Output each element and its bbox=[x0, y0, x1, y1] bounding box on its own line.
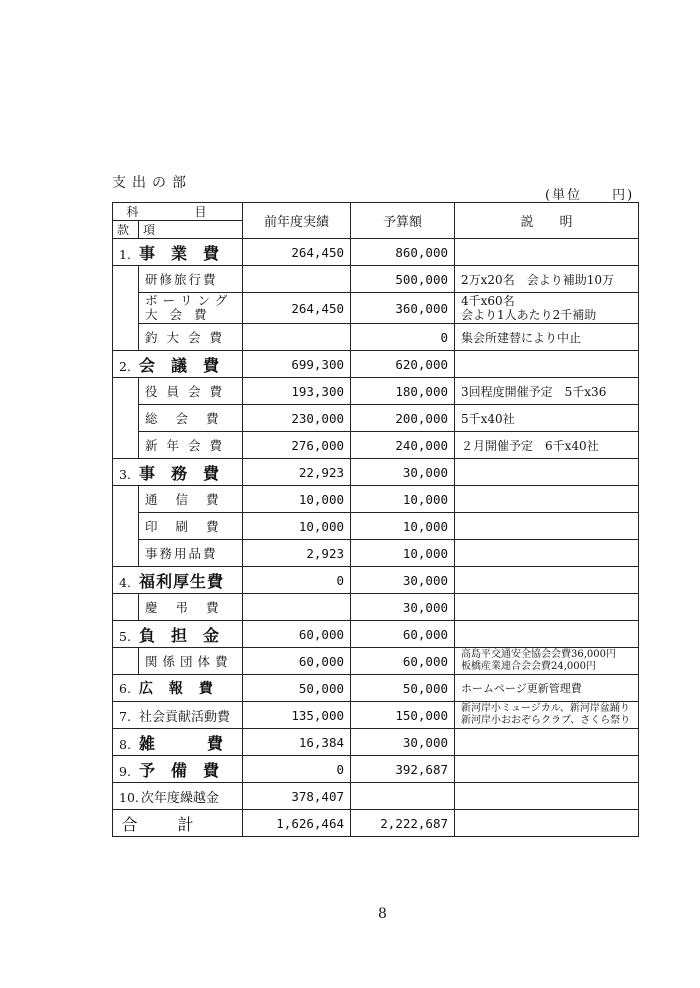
description-line2: 会より1人あたり2千補助 bbox=[461, 308, 597, 322]
row-number: 5. bbox=[119, 628, 131, 644]
category-label: 雑費 bbox=[138, 733, 275, 753]
description: ２月開催予定 6千x40社 bbox=[455, 432, 639, 459]
item-label: 印刷費 bbox=[139, 513, 243, 540]
prev-value: 50,000 bbox=[243, 675, 351, 702]
row-number: 4. bbox=[119, 574, 131, 590]
indent-cell bbox=[113, 486, 139, 567]
total-description bbox=[455, 810, 639, 837]
prev-value: 264,450 bbox=[243, 239, 351, 266]
table-row bbox=[113, 675, 639, 702]
item-label: 関係団体費 bbox=[139, 648, 243, 675]
budget-value: 500,000 bbox=[351, 266, 455, 293]
section-title: 支出の部 bbox=[112, 175, 192, 191]
category-label: 事業費 bbox=[138, 243, 235, 263]
description bbox=[455, 513, 639, 540]
header-row-1 bbox=[113, 203, 639, 221]
description: 2万x20名 会より補助10万 bbox=[455, 266, 639, 293]
category-label: 会議費 bbox=[138, 355, 235, 375]
budget-header: 予算額 bbox=[351, 203, 455, 239]
table-row bbox=[113, 266, 639, 293]
budget-value: 392,687 bbox=[351, 756, 455, 783]
table-row bbox=[113, 540, 639, 567]
prev-value: 230,000 bbox=[243, 405, 351, 432]
prev-value: 16,384 bbox=[243, 729, 351, 756]
page-number: 8 bbox=[378, 906, 387, 922]
description bbox=[455, 567, 639, 594]
item-label: 役員会費 bbox=[139, 378, 243, 405]
prev-value: 10,000 bbox=[243, 486, 351, 513]
row-number: 2. bbox=[119, 358, 131, 374]
budget-value: 60,000 bbox=[351, 648, 455, 675]
budget-value: 240,000 bbox=[351, 432, 455, 459]
description bbox=[455, 729, 639, 756]
description bbox=[455, 783, 639, 810]
description: 3回程度開催予定 5千x36 bbox=[455, 378, 639, 405]
table-row bbox=[113, 293, 639, 324]
total-row bbox=[113, 810, 639, 837]
table-row bbox=[113, 756, 639, 783]
table-row bbox=[113, 513, 639, 540]
budget-value: 200,000 bbox=[351, 405, 455, 432]
unit-label: (単位 円) bbox=[545, 188, 635, 203]
table-row bbox=[113, 783, 639, 810]
table-row bbox=[113, 567, 639, 594]
indent-cell bbox=[113, 648, 139, 675]
table-row bbox=[113, 702, 639, 729]
category-label: 福利厚生費 bbox=[138, 571, 224, 591]
prev-value: 0 bbox=[243, 756, 351, 783]
kou-header: 項 bbox=[139, 221, 243, 239]
description bbox=[455, 351, 639, 378]
budget-value: 60,000 bbox=[351, 621, 455, 648]
table-row bbox=[113, 324, 639, 351]
category-label: 社会貢献活動費 bbox=[138, 709, 230, 725]
table-row bbox=[113, 648, 639, 675]
category-label: 負担金 bbox=[138, 625, 235, 645]
description: 5千x40社 bbox=[455, 405, 639, 432]
description bbox=[455, 540, 639, 567]
prev-value: 2,923 bbox=[243, 540, 351, 567]
row-number: 7. bbox=[119, 708, 131, 724]
description bbox=[455, 459, 639, 486]
prev-value bbox=[243, 266, 351, 293]
category-label: 広報費 bbox=[138, 681, 229, 697]
total-label: 合計 bbox=[113, 810, 243, 837]
category-label: 予備費 bbox=[138, 760, 235, 780]
expenditure-table bbox=[112, 202, 639, 837]
budget-value: 50,000 bbox=[351, 675, 455, 702]
row-number: 9. bbox=[119, 763, 131, 779]
description-header: 説 明 bbox=[455, 203, 639, 239]
description-line2: 板橋産業連合会会費24,000円 bbox=[461, 661, 597, 672]
prev-value: 699,300 bbox=[243, 351, 351, 378]
budget-value: 620,000 bbox=[351, 351, 455, 378]
budget-value: 10,000 bbox=[351, 486, 455, 513]
item-label: 釣大会費 bbox=[139, 324, 243, 351]
prev-value: 60,000 bbox=[243, 621, 351, 648]
item-label: 新年会費 bbox=[139, 432, 243, 459]
indent-cell bbox=[113, 266, 139, 351]
item-label: 通信費 bbox=[139, 486, 243, 513]
budget-value: 10,000 bbox=[351, 540, 455, 567]
budget-value: 0 bbox=[351, 324, 455, 351]
table-row bbox=[113, 459, 639, 486]
table-row bbox=[113, 729, 639, 756]
prev-value: 135,000 bbox=[243, 702, 351, 729]
description bbox=[455, 621, 639, 648]
item-label: 総会費 bbox=[139, 405, 243, 432]
table-row bbox=[113, 432, 639, 459]
row-number: 8. bbox=[119, 736, 131, 752]
table-row bbox=[113, 486, 639, 513]
row-number: 1. bbox=[119, 246, 131, 262]
table-row bbox=[113, 621, 639, 648]
table-row bbox=[113, 351, 639, 378]
table-row bbox=[113, 594, 639, 621]
description bbox=[455, 756, 639, 783]
budget-value: 860,000 bbox=[351, 239, 455, 266]
prev-value: 193,300 bbox=[243, 378, 351, 405]
category-label: 事務費 bbox=[138, 463, 235, 483]
description-line2: 新河岸小おおぞらクラブ、さくら祭り bbox=[461, 715, 631, 726]
total-prev-value: 1,626,464 bbox=[243, 810, 351, 837]
budget-value: 150,000 bbox=[351, 702, 455, 729]
description: 集会所建替により中止 bbox=[455, 324, 639, 351]
prev-value: 22,923 bbox=[243, 459, 351, 486]
indent-cell bbox=[113, 594, 139, 621]
description-line1: 高島平交通安全協会会費36,000円 bbox=[461, 649, 617, 660]
prev-year-header: 前年度実績 bbox=[243, 203, 351, 239]
category-label: 次年度繰越金 bbox=[140, 790, 219, 806]
budget-value: 30,000 bbox=[351, 729, 455, 756]
row-number: 6. bbox=[119, 681, 131, 696]
budget-value bbox=[351, 783, 455, 810]
budget-value: 180,000 bbox=[351, 378, 455, 405]
table-row bbox=[113, 239, 639, 266]
budget-value: 30,000 bbox=[351, 459, 455, 486]
budget-value: 10,000 bbox=[351, 513, 455, 540]
item-label: 研修旅行費 bbox=[139, 266, 243, 293]
table-row bbox=[113, 405, 639, 432]
indent-cell bbox=[113, 378, 139, 459]
prev-value bbox=[243, 594, 351, 621]
prev-value: 378,407 bbox=[243, 783, 351, 810]
prev-value: 10,000 bbox=[243, 513, 351, 540]
prev-value: 264,450 bbox=[243, 293, 351, 324]
kamoku-header: 科 目 bbox=[113, 203, 243, 221]
total-budget-value: 2,222,687 bbox=[351, 810, 455, 837]
prev-value bbox=[243, 324, 351, 351]
item-label: 慶弔費 bbox=[139, 594, 243, 621]
budget-value: 30,000 bbox=[351, 594, 455, 621]
prev-value: 60,000 bbox=[243, 648, 351, 675]
description-line1: 新河岸小ミュージカル、新河岸盆踊り bbox=[461, 703, 630, 714]
prev-value: 276,000 bbox=[243, 432, 351, 459]
description-line1: 4千x60名 bbox=[461, 294, 515, 308]
row-number: 10. bbox=[119, 789, 139, 805]
description bbox=[455, 594, 639, 621]
description bbox=[455, 239, 639, 266]
row-number: 3. bbox=[119, 466, 131, 482]
prev-value: 0 bbox=[243, 567, 351, 594]
item-label: 事務用品費 bbox=[139, 540, 243, 567]
kan-header: 款 bbox=[113, 221, 139, 239]
table-row bbox=[113, 378, 639, 405]
item-label-line1: ボーリング bbox=[145, 293, 233, 308]
description: ホームページ更新管理費 bbox=[455, 675, 639, 702]
budget-value: 360,000 bbox=[351, 293, 455, 324]
budget-value: 30,000 bbox=[351, 567, 455, 594]
description bbox=[455, 486, 639, 513]
item-label-line2: 大会費 bbox=[145, 307, 219, 322]
